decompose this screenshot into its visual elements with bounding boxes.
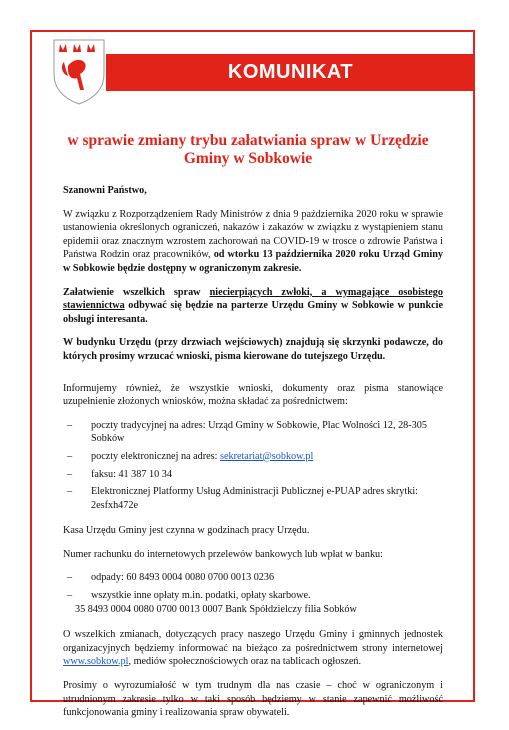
contact-email — [63, 450, 443, 464]
banner-text: KOMUNIKAT — [227, 61, 354, 83]
website-link[interactable]: www.sobkow.pl — [63, 656, 129, 668]
paragraph-updates-before: O wszelkich zmianach, dotyczących pracy naszego Urzędu Gminy i gminnych jednostek organizacyjnych będziemy informować na bieżąco za pośrednictwem strony internetowej — [63, 629, 443, 654]
contact-email-label: poczty elektronicznej na adres: — [91, 450, 220, 462]
paragraph-mailboxes: W budynku Urzędu (przy drzwiach wejściowych) znajdują się skrzynki podawcze, do których prosimy wrzucać wnioski, pisma kierowane do tutejszego Urzędu. — [63, 337, 443, 362]
paragraph-updates — [63, 628, 443, 669]
paragraph-submission: Informujemy również, że wszystkie wnioski, dokumenty oraz pisma stanowiące uzupełnienie złożonych wniosków, można składać za pośrednictwem: — [63, 382, 443, 408]
paragraph-updates-after: , mediów społecznościowych oraz na tablicach ogłoszeń. — [128, 656, 362, 668]
document-title — [48, 132, 448, 168]
contact-epuap: – Elektronicznej Platformy Usług Administracji Publicznej e-PUAP adres skrytki: 2esfxh472e — [63, 485, 443, 512]
account-list — [63, 571, 443, 616]
paragraph-regulation — [63, 208, 443, 276]
document-body — [63, 184, 443, 730]
paragraph-closing: Prosimy o wyrozumiałość w tym trudnym dla nas czasie – choć w ograniczonym i utrudnionym zakresie tylko w taki sposób będziemy w stanie zapewnić możliwość funkcjonowania gminy i realizowania spraw obywateli. — [63, 680, 443, 719]
paragraph-regulation-bold: od wtorku 13 października 2020 roku Urząd Gminy w Sobkowie będzie dostępny w ograniczonym zakresie. — [63, 249, 443, 274]
email-link[interactable]: sekretariat@sobkow.pl — [219, 450, 314, 462]
paragraph-service-part2: odbywać się będzie na parterze Urzędu Gminy w Sobkowie w punkcie obsługi interesanta. — [63, 300, 443, 325]
account-waste: – odpady: 60 8493 0004 0080 0700 0013 0236 — [63, 571, 443, 585]
title-line-2: Gminy w Sobkowie — [183, 150, 313, 167]
contact-fax: – faksu: 41 387 10 34 — [63, 468, 443, 482]
paragraph-cashier: Kasa Urzędu Gminy jest czynna w godzinach pracy Urzędu. — [63, 525, 310, 537]
contact-postal: – poczty tradycyjnej na adres: Urząd Gminy w Sobkowie, Plac Wolności 12, 28-305 Sobków — [63, 419, 443, 446]
account-other-line-2: 35 8493 0004 0080 0700 0013 0007 Bank Spółdzielczy filia Sobków — [75, 603, 357, 615]
greeting: Szanowni Państwo, — [63, 185, 147, 196]
account-other — [63, 589, 443, 616]
paragraph-service — [63, 286, 443, 327]
contact-list — [63, 419, 443, 513]
paragraph-service-underlined: niecierpiących zwłoki, a wymagające osobistego stawiennictwa — [63, 286, 443, 312]
title-line-1: w sprawie zmiany trybu załatwiania spraw w Urzędzie — [67, 132, 429, 149]
paragraph-accounts: Numer rachunku do internetowych przelewów bankowych lub wpłat w banku: — [63, 548, 383, 560]
paragraph-service-part1: Załatwienie wszelkich spraw — [63, 286, 210, 298]
coat-of-arms-icon — [50, 36, 108, 106]
paragraph-regulation-text: W związku z Rozporządzeniem Rady Ministrów z dnia 9 października 2020 roku w sprawie ustanowienia określonych ograniczeń, nakazów i zakazów w związku z wystąpieniem stanu epidemii oraz znacznym wzrostem zachorowań na COVID-19 w trosce o zdrowie Państwa i Państwa Rodzin oraz pracowników, — [63, 208, 443, 261]
announcement-banner — [106, 54, 475, 91]
account-other-line-1: – wszystkie inne opłaty m.in. podatki, opłaty skarbowe. — [91, 590, 311, 602]
